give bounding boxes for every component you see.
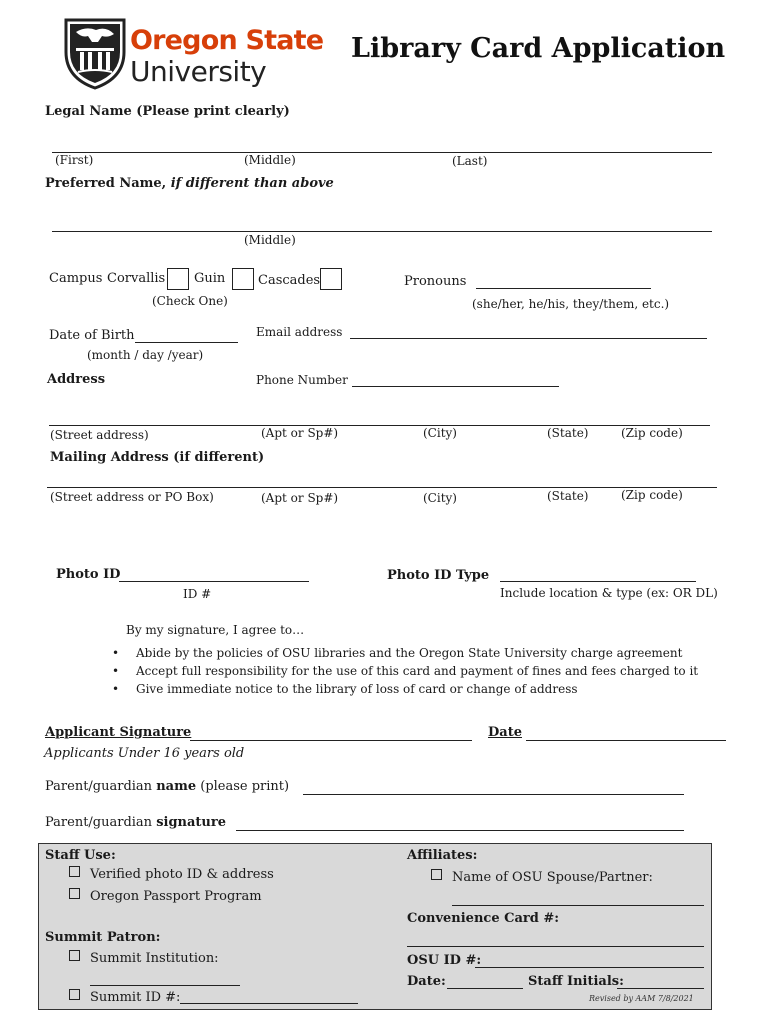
mailing-address-label: Mailing Address (if different) [50, 450, 265, 465]
middle-name-hint: (Middle) [244, 153, 296, 167]
address-line[interactable] [49, 425, 710, 426]
campus-label: Campus [49, 271, 103, 286]
page-title: Library Card Application [351, 33, 726, 64]
last-name-hint: (Last) [452, 154, 488, 168]
logo-line1: Oregon State [130, 25, 324, 56]
first-name-hint: (First) [55, 153, 94, 167]
legal-name-line[interactable] [52, 152, 712, 153]
guardian-name-line[interactable] [303, 794, 684, 795]
address-label: Address [47, 372, 106, 387]
summit-title: Summit Patron: [45, 930, 161, 945]
preferred-name-label [45, 176, 334, 191]
phone-line[interactable] [352, 386, 559, 387]
agreement-item: • Give immediate notice to the library of loss of card or change of address [112, 680, 698, 698]
osu-seal-icon [62, 12, 128, 90]
summit-id [69, 989, 180, 1005]
staff-check-passport [69, 888, 262, 904]
logo-line2: University [130, 55, 267, 88]
guardian-name-label [45, 779, 289, 794]
pronouns-line[interactable] [476, 288, 651, 289]
photo-id-hint: ID # [183, 587, 212, 601]
date-label: Date [488, 725, 522, 740]
staff-date-label: Date: [407, 974, 446, 989]
mailing-apt-hint: (Apt or Sp#) [261, 491, 339, 505]
pronouns-label: Pronouns [404, 274, 467, 289]
osu-id-line[interactable] [475, 967, 704, 968]
affiliate-spouse-label: Name of OSU Spouse/Partner: [452, 870, 653, 885]
campus-hint: (Check One) [152, 294, 228, 308]
preferred-name-line[interactable] [52, 231, 712, 232]
staff-initials-line[interactable] [617, 988, 704, 989]
guardian-sig-prefix: Parent/guardian [45, 815, 157, 830]
mailing-state-hint: (State) [547, 489, 589, 503]
summit-id-line[interactable] [180, 1003, 358, 1004]
email-label: Email address [256, 325, 343, 339]
guardian-signature-label [45, 815, 226, 830]
email-line[interactable] [350, 338, 707, 339]
guardian-sig-bold: signature [156, 815, 227, 830]
preferred-name-label-italic: if different than above [170, 176, 334, 191]
address-street-hint: (Street address) [50, 428, 149, 442]
guardian-signature-line[interactable] [236, 830, 684, 831]
staff-initials-label: Staff Initials: [528, 974, 624, 989]
legal-name-label: Legal Name (Please print clearly) [45, 104, 290, 119]
summit-institution-line[interactable] [90, 985, 240, 986]
checkbox-icon[interactable] [69, 866, 80, 877]
campus-option-cascades: Cascades [258, 273, 321, 288]
guardian-name-bold: name [156, 779, 197, 794]
affiliate-spouse [431, 869, 653, 885]
applicant-signature-label: Applicant Signature [45, 725, 192, 740]
campus-checkbox-corvallis[interactable] [167, 268, 189, 290]
under16-label: Applicants Under 16 years old [44, 746, 245, 761]
summit-id-label: Summit ID #: [90, 990, 181, 1005]
guardian-name-suffix: (please print) [196, 779, 290, 794]
address-state-hint: (State) [547, 426, 589, 440]
mailing-address-line[interactable] [47, 487, 717, 488]
agreement-intro: By my signature, I agree to… [126, 623, 305, 637]
checkbox-icon[interactable] [69, 950, 80, 961]
dob-hint: (month / day /year) [87, 348, 204, 362]
mailing-street-hint: (Street address or PO Box) [50, 490, 214, 504]
dob-label: Date of Birth [49, 328, 135, 343]
staff-check-verified-label: Verified photo ID & address [90, 867, 274, 882]
guardian-name-prefix: Parent/guardian [45, 779, 157, 794]
staff-date-line[interactable] [447, 988, 523, 989]
photo-id-line[interactable] [119, 581, 309, 582]
campus-checkbox-cascades[interactable] [320, 268, 342, 290]
photo-id-label: Photo ID [56, 567, 121, 582]
checkbox-icon[interactable] [69, 989, 80, 1000]
agreement-item: • Accept full responsibility for the use of this card and payment of fines and fees charged to it [112, 662, 698, 680]
agreement-list [112, 644, 698, 698]
agreement-item: • Abide by the policies of OSU libraries and the Oregon State University charge agreement [112, 644, 698, 662]
staff-check-verified [69, 866, 274, 882]
photo-id-type-line[interactable] [500, 581, 696, 582]
mailing-zip-hint: (Zip code) [621, 488, 683, 502]
date-line[interactable] [526, 740, 726, 741]
pronouns-hint: (she/her, he/his, they/them, etc.) [472, 297, 670, 311]
campus-option-guin: Guin [194, 271, 226, 286]
convenience-card-label: Convenience Card #: [407, 911, 560, 926]
summit-institution-label: Summit Institution: [90, 951, 219, 966]
preferred-name-label-main: Preferred Name, [45, 176, 171, 191]
affiliates-title: Affiliates: [407, 848, 478, 863]
campus-checkbox-guin[interactable] [232, 268, 254, 290]
revised-note: Revised by AAM 7/8/2021 [589, 994, 694, 1003]
affiliate-spouse-line[interactable] [452, 905, 704, 906]
campus-option-corvallis: Corvallis [107, 271, 166, 286]
address-city-hint: (City) [423, 426, 457, 440]
address-apt-hint: (Apt or Sp#) [261, 426, 339, 440]
convenience-card-line[interactable] [407, 946, 704, 947]
staff-use-title: Staff Use: [45, 848, 116, 863]
staff-check-passport-label: Oregon Passport Program [90, 889, 262, 904]
mailing-city-hint: (City) [423, 491, 457, 505]
summit-institution [69, 950, 219, 966]
photo-id-type-hint: Include location & type (ex: OR DL) [500, 586, 718, 600]
photo-id-type-label: Photo ID Type [387, 568, 490, 583]
preferred-middle-hint: (Middle) [244, 233, 296, 247]
phone-label: Phone Number [256, 373, 348, 387]
checkbox-icon[interactable] [69, 888, 80, 899]
osu-id-label: OSU ID #: [407, 953, 482, 968]
address-zip-hint: (Zip code) [621, 426, 683, 440]
applicant-signature-line[interactable] [190, 740, 472, 741]
dob-line[interactable] [135, 342, 238, 343]
checkbox-icon[interactable] [431, 869, 442, 880]
